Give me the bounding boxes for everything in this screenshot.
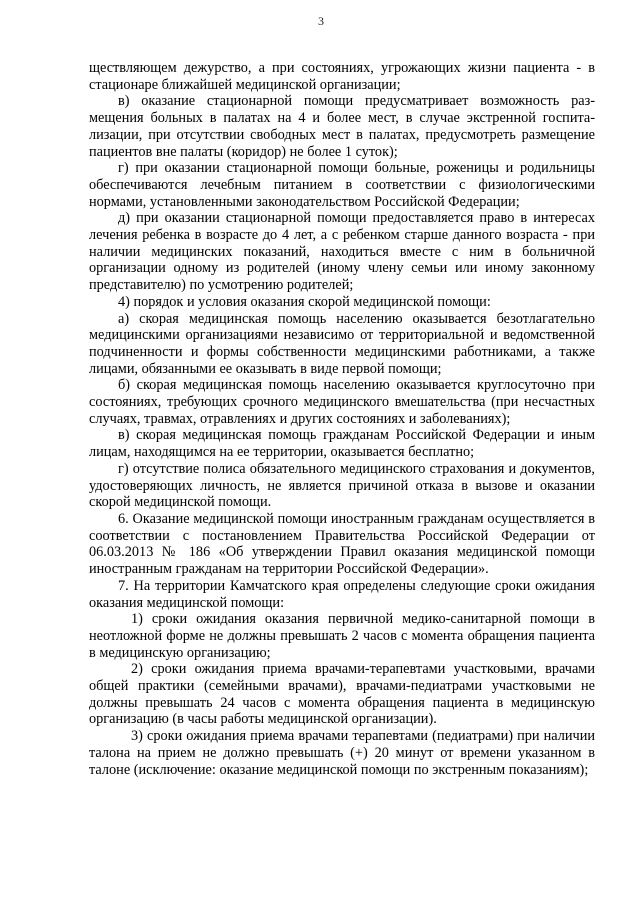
paragraph-waiting-time-1: 1) сроки ожидания оказания первичной медико-санитарной помощи в неотложной форме не должны превышать 2 часов с момента обращения пациента в медицинскую организацию; [89,611,595,661]
paragraph-waiting-time-3: 3) сроки ожидания приема врачами терапевтами (педиатрами) при наличии талона на прием не должно превышать (+) 20 минут от времени указанном в талоне (исключение: оказание медицинской помощи по экстренным показаниям); [89,728,595,778]
paragraph-continuation: ществляющем дежурство, а при состояниях, угрожающих жизни пациента - в стационаре ближайшей медицинской организации; [89,60,595,93]
paragraph-emergency-care-heading: 4) порядок и условия оказания скорой медицинской помощи: [118,293,491,310]
paragraph-inpatient-rooms: в) оказание стационарной помощи предусматривает возможность размещения больных в палатах на 4 и более мест, в случае экстренной госпитализации, при отсутствии свободных мест в палатах, предусмотреть размещение пациентов вне палаты (коридор) не более 1 суток); [89,93,595,160]
paragraph-emergency-care-c: в) скорая медицинская помощь гражданам Российской Федерации и иным лицам, находящимся на ее территории, оказывается бесплатно; [89,427,595,461]
page-number: 3 [318,14,324,28]
paragraph-waiting-time-2: 2) сроки ожидания приема врачами-терапевтами участковыми, врачами общей практики (семейными врачами), врачами-педиатрами участковыми не должны превышать 24 часов с момента обращения пациента в медицинскую организацию (в часы работы медицинской организации). [89,661,595,728]
paragraph-emergency-care-b: б) скорая медицинская помощь населению оказывается круглосуточно при состояниях, требующих срочного медицинского вмешательства (при несчастных случаях, травмах, отравлениях и других состояниях и заболеваниях); [89,377,595,427]
paragraph-parent-accommodation: д) при оказании стационарной помощи предоставляется право в интересах лечения ребенка в возрасте до 4 лет, а с ребенком старше данного возраста - при наличии медицинских показаний, находиться вместе с ним в больничной организации одному из родителей (иному члену семьи или иному законному представителю) по усмотрению родителей; [89,210,595,294]
paragraph-waiting-times-heading: 7. На территории Камчатского края определены следующие сроки ожидания оказания медицинской помощи: [89,577,595,611]
paragraph-emergency-care-a: а) скорая медицинская помощь населению оказывается безотлагательно медицинскими организациями независимо от территориальной и ведомственной подчиненности и формы собственности медицинскими работниками, а также лицами, обязанными ее оказывать в виде первой помощи; [89,310,595,377]
paragraph-foreign-citizens: 6. Оказание медицинской помощи иностранным гражданам осуществляется в соответствии с постановлением Правительства Российской Федерации от 06.03.2013 № 186 «Об утверждении Правил оказания медицинской помощи иностранным гражданам на территории Российской Федерации». [89,510,595,578]
paragraph-inpatient-nutrition: г) при оказании стационарной помощи больные, роженицы и родильницы обеспечиваются лечебным питанием в соответствии с физиологическими нормами, установленными законодательством Российской Федерации; [89,160,595,210]
paragraph-emergency-care-d: г) отсутствие полиса обязательного медицинского страхования и документов, удостоверяющих личность, не является причиной отказа в вызове и оказании скорой медицинской помощи. [89,460,595,511]
document-body [89,60,595,778]
